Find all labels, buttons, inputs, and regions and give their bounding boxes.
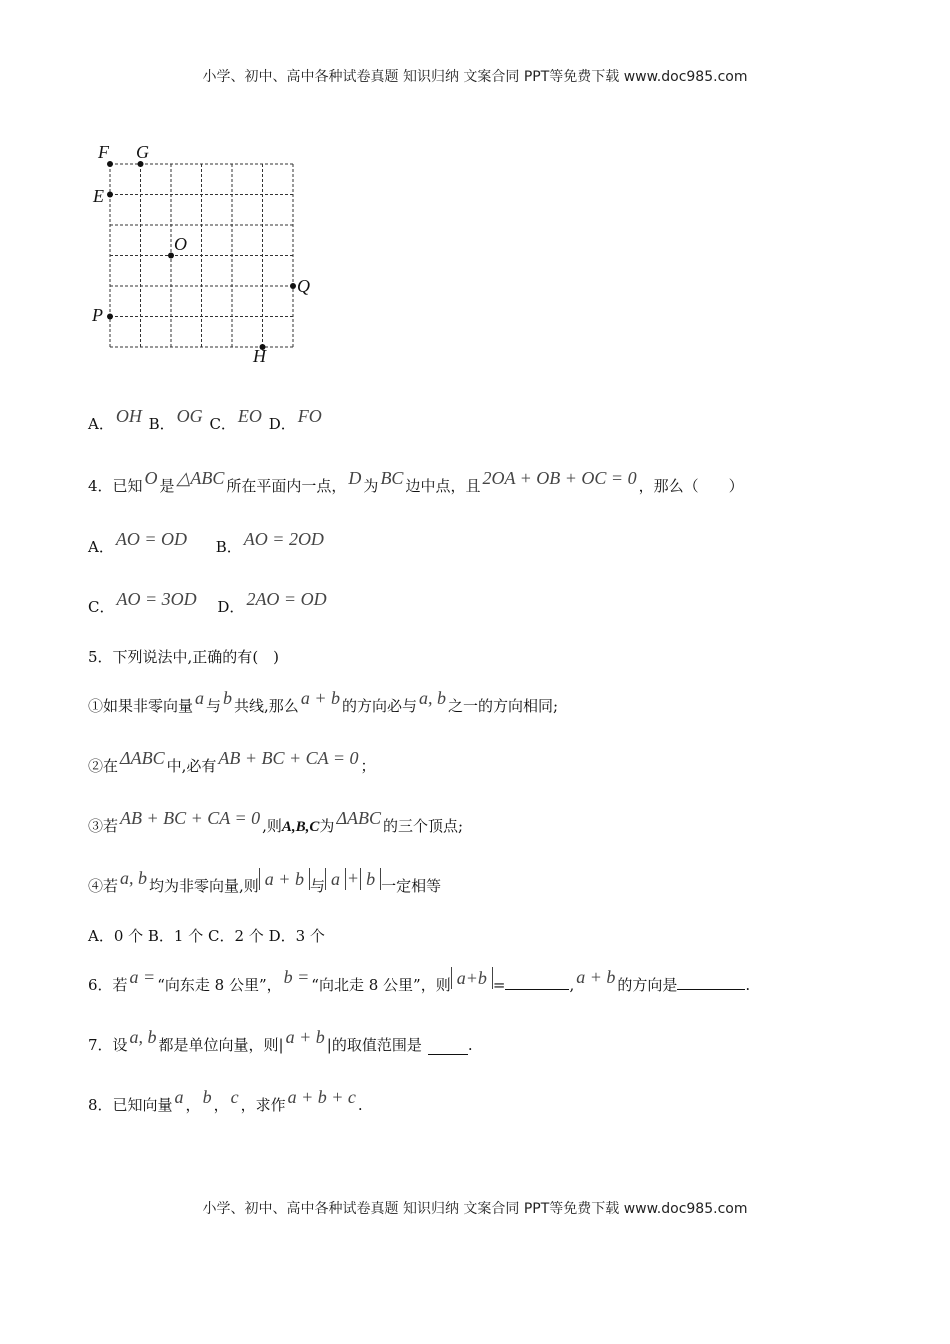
q7-c: |的取值范围是 <box>326 1036 422 1054</box>
q4-opt-d-expr: 2AO = OD <box>246 589 327 609</box>
q5-s4-abs-b <box>360 868 381 890</box>
q6-c: “向北走 8 公里”，则 <box>311 976 451 994</box>
q5-s1-a: ①如果非零向量 <box>88 697 194 715</box>
q6-a: 6．若 <box>88 976 128 994</box>
q3-options <box>88 406 324 434</box>
q8-v1: a <box>174 1087 184 1107</box>
label-O: O <box>174 234 187 254</box>
q5-s1-b: 与 <box>206 697 222 715</box>
q4-opt-c-label: C． <box>88 598 115 616</box>
q4-stem <box>88 468 744 496</box>
q8-b: ，求作 <box>240 1096 286 1114</box>
q6-v2: b = <box>283 967 310 987</box>
q5-statement-1 <box>88 688 559 716</box>
q4-opt-a-label: A． <box>88 538 114 556</box>
q3-opt-a-expr: OH <box>115 406 142 426</box>
q5-s4-abs-a <box>325 868 346 890</box>
q5-statement-3 <box>88 808 464 836</box>
q3-opt-b-label: B． <box>148 415 175 433</box>
q6-v3: a + b <box>576 967 616 987</box>
q4-D: D <box>348 468 362 488</box>
q4-triangle: △ABC <box>176 468 225 488</box>
q8-v2: b <box>202 1087 212 1107</box>
q5-s4-abs2a: a <box>330 869 340 889</box>
q4-t4: 边中点，且 <box>405 477 481 495</box>
q8-v3: c <box>230 1087 239 1107</box>
q8-a: 8．已知向量 <box>88 1096 173 1114</box>
q8-sep1: ， <box>185 1096 201 1114</box>
q4-t5: ，那么（ ） <box>638 477 744 495</box>
q8-v4: a + b + c <box>287 1087 356 1107</box>
q8-c: . <box>357 1096 363 1114</box>
q3-opt-d-label: D． <box>268 415 296 433</box>
q3-opt-c-expr: EO <box>237 406 262 426</box>
q5-s3-points: A,B,C <box>281 819 320 835</box>
q4-t3: 为 <box>363 477 379 495</box>
q5-s1-v2: b <box>223 688 233 708</box>
page-footer: 小学、初中、高中各种试卷真题 知识归纳 文案合同 PPT等免费下载 www.doc985.com <box>202 1201 748 1217</box>
q5-s3-b: ,则 <box>262 817 282 835</box>
q5-s3-d: 的三个顶点; <box>383 817 464 835</box>
q5-s1-d: 的方向必与 <box>341 697 417 715</box>
q4-opt-d-label: D． <box>217 598 245 616</box>
q5-s1-e: 之一的方向相同; <box>447 697 559 715</box>
q6-blank-1[interactable] <box>505 989 569 990</box>
q6-v1: a = <box>129 967 156 987</box>
q5-s4-v: a, b <box>120 868 148 888</box>
q6-d: = <box>492 976 506 994</box>
q5-s4-plus: + <box>347 868 359 888</box>
q5-s1-c: 共线,那么 <box>234 697 299 715</box>
q5-statement-2 <box>88 748 376 776</box>
q5-s3-c: 为 <box>319 817 335 835</box>
q5-s4-c: 与 <box>309 877 325 895</box>
q6-g: . <box>745 976 751 994</box>
label-E: E <box>93 186 104 206</box>
q4-O: O <box>144 468 158 488</box>
label-H: H <box>253 346 266 366</box>
q5-s2-b: 中,必有 <box>166 757 217 775</box>
q4-opt-c-expr: AO = 3OD <box>116 589 197 609</box>
q5-s4-abs2b: b <box>366 869 376 889</box>
q3-opt-a-label: A． <box>88 415 114 433</box>
q7-d: . <box>467 1036 473 1054</box>
q8-sep2: ， <box>213 1096 229 1114</box>
q4-BC: BC <box>380 468 404 488</box>
q7-blank[interactable] <box>428 1036 468 1055</box>
q6-f: 的方向是 <box>617 976 678 994</box>
q4-options-cd <box>88 589 329 617</box>
q5-options: A．0 个 B．1 个 C．2 个 D．3 个 <box>88 927 325 945</box>
q5-s3-a: ③若 <box>88 817 119 835</box>
q7-v2: a + b <box>285 1027 325 1047</box>
q3-opt-c-label: C． <box>209 415 236 433</box>
q6-abs-expr: a+b <box>456 968 487 988</box>
point-E <box>107 192 113 198</box>
q4-t2: 所在平面内一点， <box>226 477 347 495</box>
q5-s2-tri: ΔABC <box>120 748 165 768</box>
q7-stem <box>88 1027 473 1055</box>
grid-lines <box>110 164 293 347</box>
q4-equation: 2OA + OB + OC = 0 <box>482 468 637 488</box>
q4-opt-b-expr: AO = 2OD <box>243 529 324 549</box>
q3-opt-b-expr: OG <box>176 406 203 426</box>
q4-opt-a-expr: AO = OD <box>115 529 187 549</box>
q4-opt-b-label: B． <box>215 538 242 556</box>
q5-s4-a: ④若 <box>88 877 119 895</box>
q5-s3-eq: AB + BC + CA = 0 <box>120 808 261 828</box>
q7-v1: a, b <box>129 1027 157 1047</box>
q7-b: 都是单位向量，则| <box>158 1036 284 1054</box>
q6-blank-2[interactable] <box>677 989 745 990</box>
q5-s4-d: 一定相等 <box>381 877 442 895</box>
q5-s3-tri: ΔABC <box>336 808 381 828</box>
q6-e: , <box>569 976 575 994</box>
q6-stem <box>88 967 751 995</box>
q5-statement-4 <box>88 868 442 896</box>
label-G: G <box>136 142 149 162</box>
q5-s1-v4: a, b <box>418 688 446 708</box>
q4-options-ab <box>88 529 326 557</box>
label-F: F <box>98 142 109 162</box>
q4-t1: 是 <box>159 477 175 495</box>
q5-s1-v3: a + b <box>300 688 340 708</box>
q5-s4-abs1: a + b <box>264 869 304 889</box>
q6-abs <box>451 967 493 989</box>
q5-s1-v1: a <box>195 688 205 708</box>
q3-opt-d-expr: FO <box>297 406 322 426</box>
point-P <box>107 314 113 320</box>
page-header: 小学、初中、高中各种试卷真题 知识归纳 文案合同 PPT等免费下载 www.doc985.com <box>202 69 748 85</box>
q7-a: 7．设 <box>88 1036 128 1054</box>
point-Q <box>290 283 296 289</box>
q4-num: 4．已知 <box>88 477 143 495</box>
q5-s2-a: ②在 <box>88 757 119 775</box>
q6-b: “向东走 8 公里”， <box>157 976 282 994</box>
q5-s2-c: ； <box>360 757 376 775</box>
q5-s4-abs-sum <box>259 868 310 890</box>
label-P: P <box>92 305 103 325</box>
q5-s4-b: 均为非零向量,则 <box>149 877 259 895</box>
label-Q: Q <box>297 276 310 296</box>
q8-stem <box>88 1087 363 1115</box>
q5-stem: 5．下列说法中,正确的有( ) <box>88 648 280 666</box>
q5-s2-eq: AB + BC + CA = 0 <box>218 748 359 768</box>
